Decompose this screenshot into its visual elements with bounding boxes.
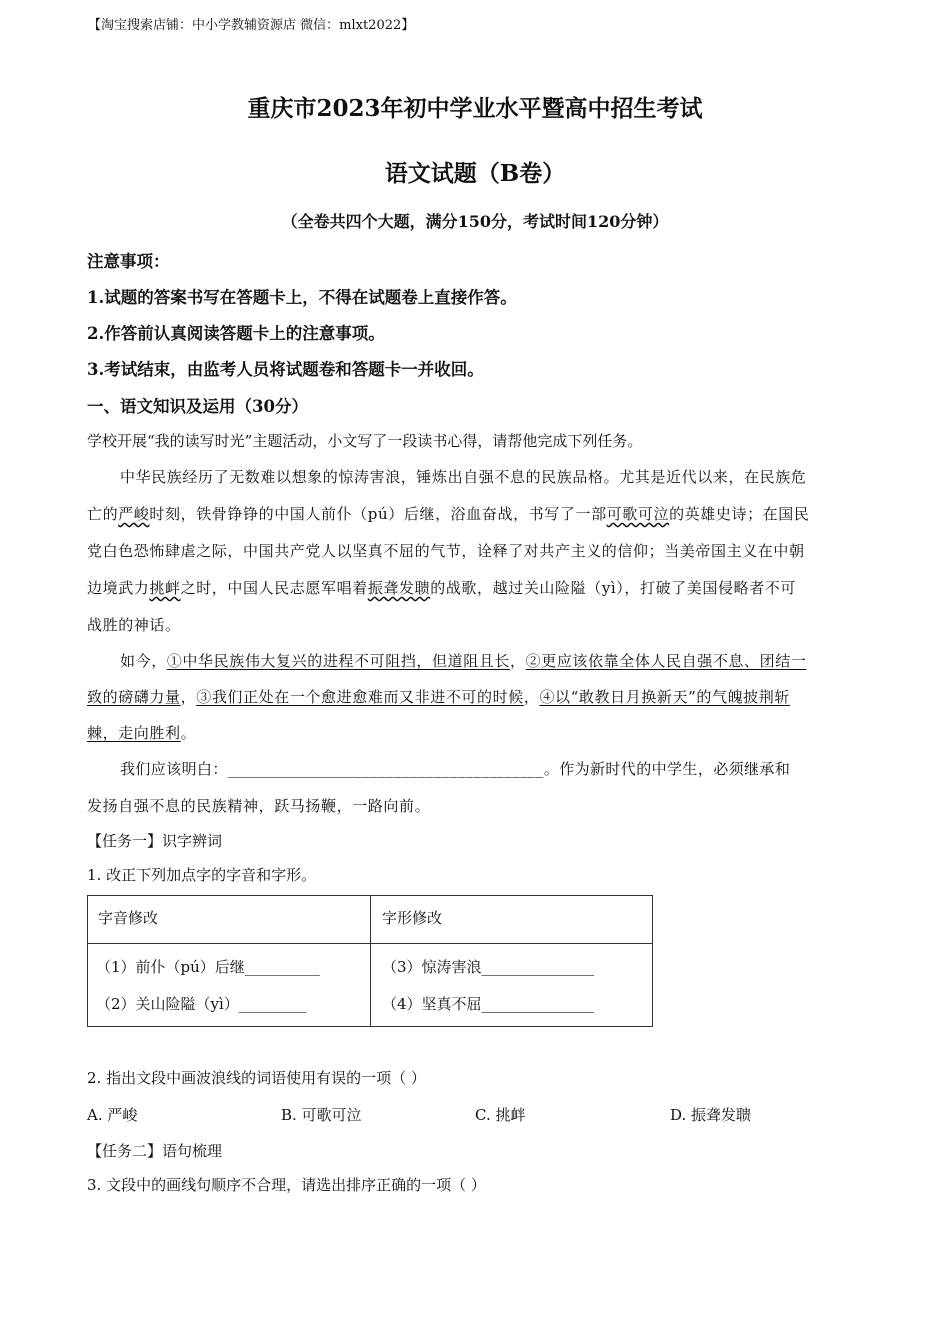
passage-line: 如今，①中华民族伟大复兴的进程不可阻挡，但道阻且长，②更应该依靠全体人民自强不息、团结一 xyxy=(120,652,807,670)
question-3: 3. 文段中的画线句顺序不合理，请选出排序正确的一项（ ） xyxy=(87,1176,486,1194)
task-heading: 【任务二】语句梳理 xyxy=(87,1142,223,1160)
passage-line: 党白色恐怖肆虐之际，中国共产党人以坚真不屈的气节，诠释了对共产主义的信仰；当美帝国主义在中朝 xyxy=(87,542,805,560)
table-cell: （3）惊涛害浪_______________ xyxy=(382,958,595,976)
header-watermark: 【淘宝搜索店铺：中小学教辅资源店 微信：mlxt2022】 xyxy=(88,18,415,33)
passage-line: 战胜的神话。 xyxy=(87,616,181,634)
note-item: 3.考试结束，由监考人员将试题卷和答题卡一并收回。 xyxy=(87,360,484,379)
wavy-word: 可歌可泣 xyxy=(606,505,670,523)
note-item: 1.试题的答案书写在答题卡上，不得在试题卷上直接作答。 xyxy=(87,288,517,307)
passage-line: 中华民族经历了无数难以想象的惊涛害浪，锤炼出自强不息的民族品格。尤其是近代以来，在民族危 xyxy=(120,468,807,486)
table-header-pronunciation: 字音修改 xyxy=(98,909,159,927)
note-item: 2.作答前认真阅读答题卡上的注意事项。 xyxy=(87,324,385,343)
underlined-sentence: ④以“敢教日月换新天”的气魄披荆斩 xyxy=(539,688,790,706)
passage-line: 棘，走向胜利。 xyxy=(87,724,197,742)
underlined-sentence: ③我们正处在一个愈进愈难而又非进不可的时候 xyxy=(196,688,524,706)
underlined-sentence: 棘，走向胜利 xyxy=(87,724,181,742)
option-a: A. 严峻 xyxy=(87,1106,138,1124)
answer-blank: ________________________________________ xyxy=(227,760,544,778)
table-header-form: 字形修改 xyxy=(382,909,443,927)
table-cell: （2）关山险隘（yì）_________ xyxy=(96,995,307,1013)
wavy-word: 严峻 xyxy=(118,505,150,523)
correction-table xyxy=(87,895,653,1027)
table-cell: （4）坚真不屈_______________ xyxy=(382,995,595,1013)
exam-subtitle: 语文试题（B卷） xyxy=(384,160,566,187)
question-1: 1. 改正下列加点字的字音和字形。 xyxy=(87,866,317,884)
table-cell: （1）前仆（pú）后继__________ xyxy=(96,958,320,976)
passage-line: 致的磅礴力量，③我们正处在一个愈进愈难而又非进不可的时候，④以“敢教日月换新天”的气魄披荆斩 xyxy=(87,688,790,706)
underlined-sentence: ①中华民族伟大复兴的进程不可阻挡，但道阻且长 xyxy=(166,652,511,670)
underlined-sentence: ②更应该依靠全体人民自强不息、团结一 xyxy=(525,652,807,670)
option-c: C. 挑衅 xyxy=(475,1106,526,1124)
wavy-word: 振聋发聩 xyxy=(367,579,431,597)
intro-text: 学校开展“我的读写时光”主题活动，小文写了一段读书心得，请帮他完成下列任务。 xyxy=(87,432,643,450)
passage-line: 发扬自强不息的民族精神，跃马扬鞭，一路向前。 xyxy=(87,797,431,815)
option-b: B. 可歌可泣 xyxy=(281,1106,362,1124)
passage-line: 我们应该明白：________________________________________。作为新时代的中学生，必须继承和 xyxy=(120,760,791,778)
passage-line: 边境武力挑衅之时，中国人民志愿军唱着振聋发聩的战歌，越过关山险隘（yì），打破了美国侵略者不可 xyxy=(87,579,796,597)
option-d: D. 振聋发聩 xyxy=(670,1106,752,1124)
exam-title: 重庆市2023年初中学业水平暨高中招生考试 xyxy=(247,95,703,122)
task-heading: 【任务一】识字辨词 xyxy=(87,832,223,850)
exam-info: （全卷共四个大题，满分150分，考试时间120分钟） xyxy=(281,212,669,231)
passage-line: 亡的严峻时刻，铁骨铮铮的中国人前仆（pú）后继，浴血奋战，书写了一部可歌可泣的英雄史诗；在国民 xyxy=(87,505,810,523)
underlined-sentence: 致的磅礴力量 xyxy=(87,688,181,706)
question-2: 2. 指出文段中画波浪线的词语使用有误的一项（ ） xyxy=(87,1069,426,1087)
notes-heading: 注意事项： xyxy=(87,252,170,271)
section-heading: 一、语文知识及运用（30分） xyxy=(87,397,308,416)
wavy-word: 挑衅 xyxy=(149,579,181,597)
